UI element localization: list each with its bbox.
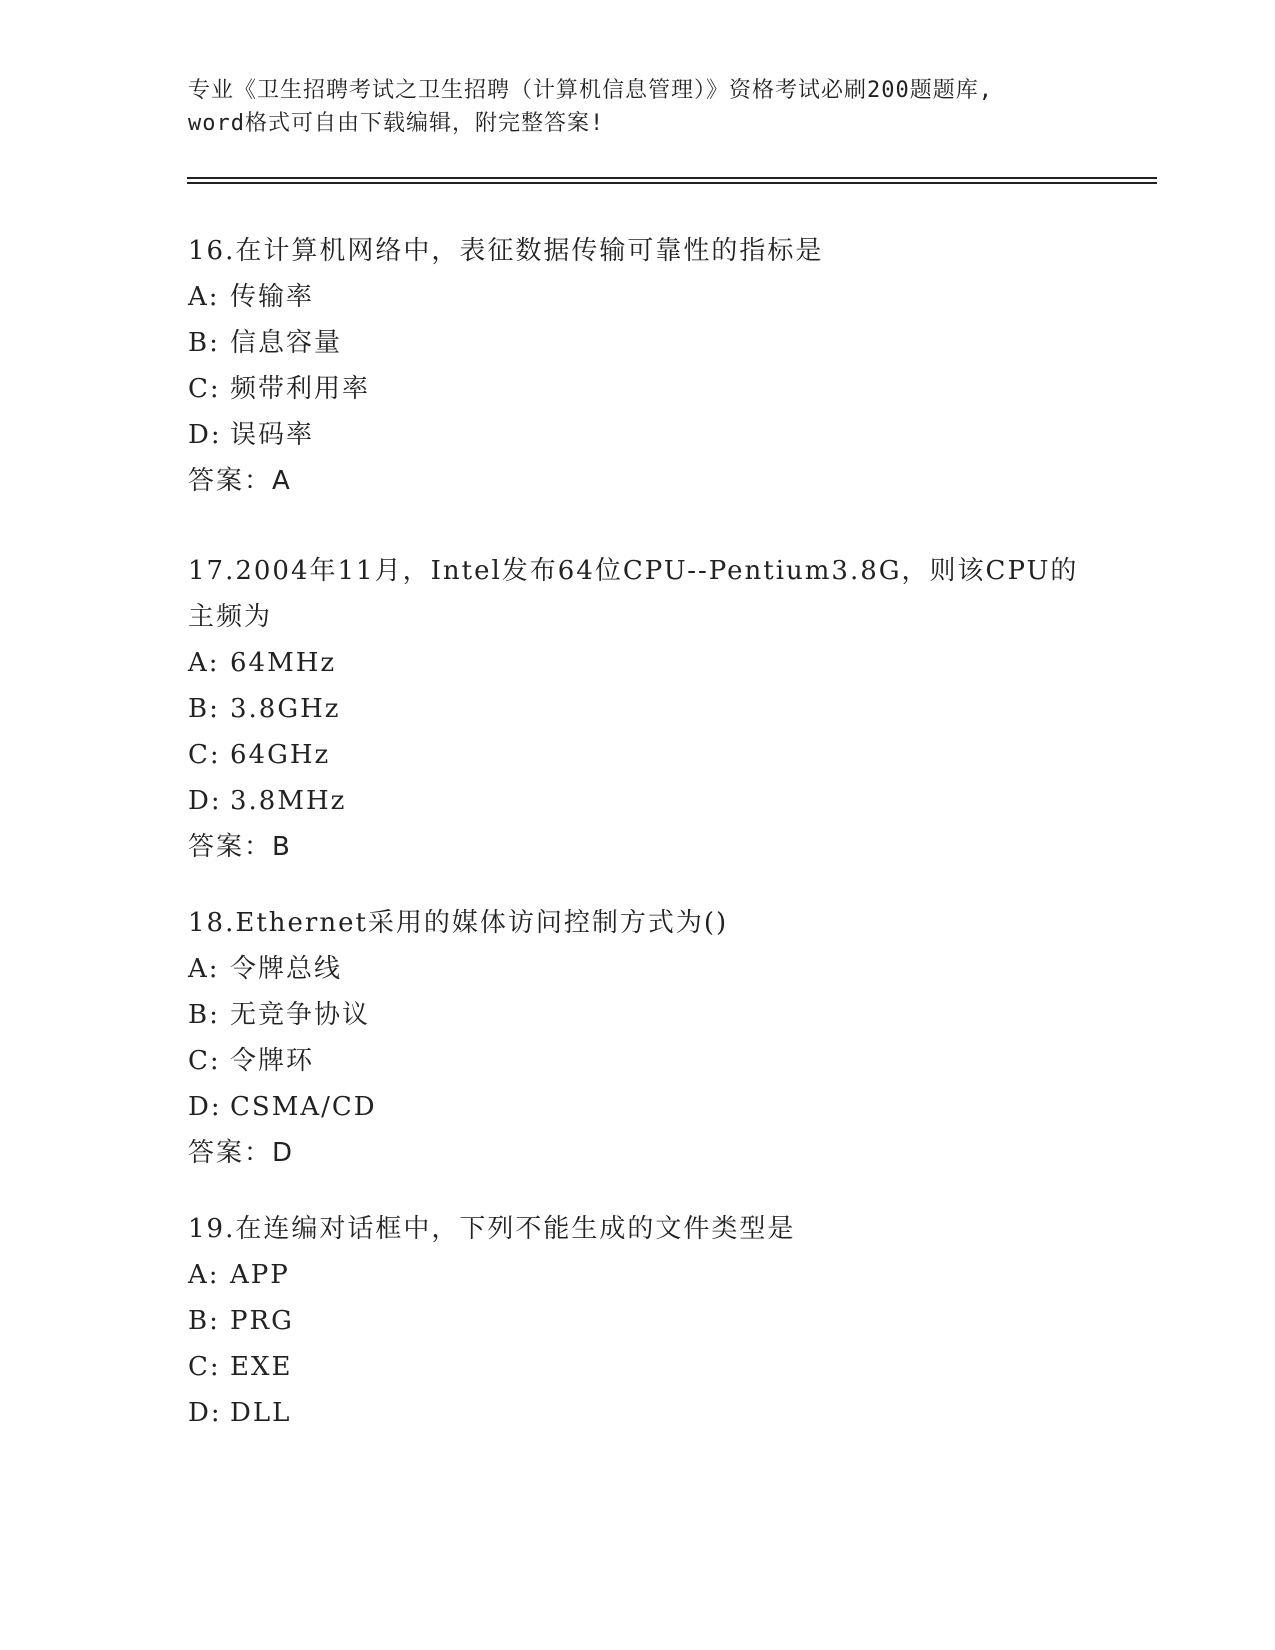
option-letter: B: xyxy=(188,328,220,358)
option-text: 无竞争协议 xyxy=(230,1000,371,1030)
option-text: DLL xyxy=(230,1398,292,1428)
question-text: 18.Ethernet采用的媒体访问控制方式为() xyxy=(188,908,729,938)
option-a xyxy=(188,640,1088,686)
header-divider-top xyxy=(187,177,1157,179)
option-b xyxy=(188,992,1088,1038)
option-text: 64MHz xyxy=(230,648,337,678)
option-c xyxy=(188,366,1088,412)
option-text: 64GHz xyxy=(230,740,331,770)
question-17 xyxy=(188,548,1088,870)
header-line-2: word格式可自由下载编辑，附完整答案! xyxy=(188,111,605,136)
option-text: 3.8MHz xyxy=(230,786,347,816)
option-text: 令牌环 xyxy=(230,1046,315,1076)
option-text: 频带利用率 xyxy=(230,374,371,404)
option-b xyxy=(188,320,1088,366)
option-c xyxy=(188,1038,1088,1084)
option-letter: D: xyxy=(188,1092,222,1122)
option-text: 3.8GHz xyxy=(230,694,341,724)
option-letter: A: xyxy=(188,648,220,678)
question-18 xyxy=(188,900,1088,1176)
option-letter: A: xyxy=(188,954,220,984)
answer-label: 答案：A xyxy=(188,466,292,496)
option-d xyxy=(188,412,1088,458)
option-text: 令牌总线 xyxy=(230,954,343,984)
option-text: APP xyxy=(230,1260,290,1290)
option-letter: A: xyxy=(188,282,220,312)
option-letter: C: xyxy=(188,374,221,404)
question-text: 16.在计算机网络中，表征数据传输可靠性的指标是 xyxy=(188,236,824,266)
option-text: 误码率 xyxy=(230,420,315,450)
option-letter: B: xyxy=(188,1000,220,1030)
option-letter: C: xyxy=(188,1046,221,1076)
option-c xyxy=(188,732,1088,778)
option-letter: C: xyxy=(188,1352,221,1382)
option-letter: D: xyxy=(188,1398,222,1428)
option-letter: B: xyxy=(188,1306,220,1336)
option-text: 传输率 xyxy=(230,282,315,312)
option-text: PRG xyxy=(230,1306,294,1336)
option-a xyxy=(188,1252,1088,1298)
option-d xyxy=(188,1390,1088,1436)
option-b xyxy=(188,686,1088,732)
header-line-1: 专业《卫生招聘考试之卫生招聘（计算机信息管理）》资格考试必刷200题题库, xyxy=(188,78,993,103)
question-text: 19.在连编对话框中，下列不能生成的文件类型是 xyxy=(188,1214,796,1244)
header-divider-bottom xyxy=(187,182,1157,184)
question-text: 17.2004年11月，Intel发布64位CPU--Pentium3.8G，则该CPU的主频为 xyxy=(188,556,1079,632)
answer-label: 答案：D xyxy=(188,1138,295,1168)
option-d xyxy=(188,778,1088,824)
question-16 xyxy=(188,228,1088,504)
option-letter: D: xyxy=(188,786,222,816)
question-19 xyxy=(188,1206,1088,1436)
option-a xyxy=(188,274,1088,320)
answer-label: 答案：B xyxy=(188,832,292,862)
option-a xyxy=(188,946,1088,992)
option-d xyxy=(188,1084,1088,1130)
option-letter: B: xyxy=(188,694,220,724)
option-text: CSMA/CD xyxy=(230,1092,377,1122)
option-letter: A: xyxy=(188,1260,220,1290)
option-text: 信息容量 xyxy=(230,328,343,358)
option-letter: D: xyxy=(188,420,222,450)
option-letter: C: xyxy=(188,740,221,770)
option-c xyxy=(188,1344,1088,1390)
document-header xyxy=(188,74,1088,140)
option-text: EXE xyxy=(230,1352,293,1382)
option-b xyxy=(188,1298,1088,1344)
